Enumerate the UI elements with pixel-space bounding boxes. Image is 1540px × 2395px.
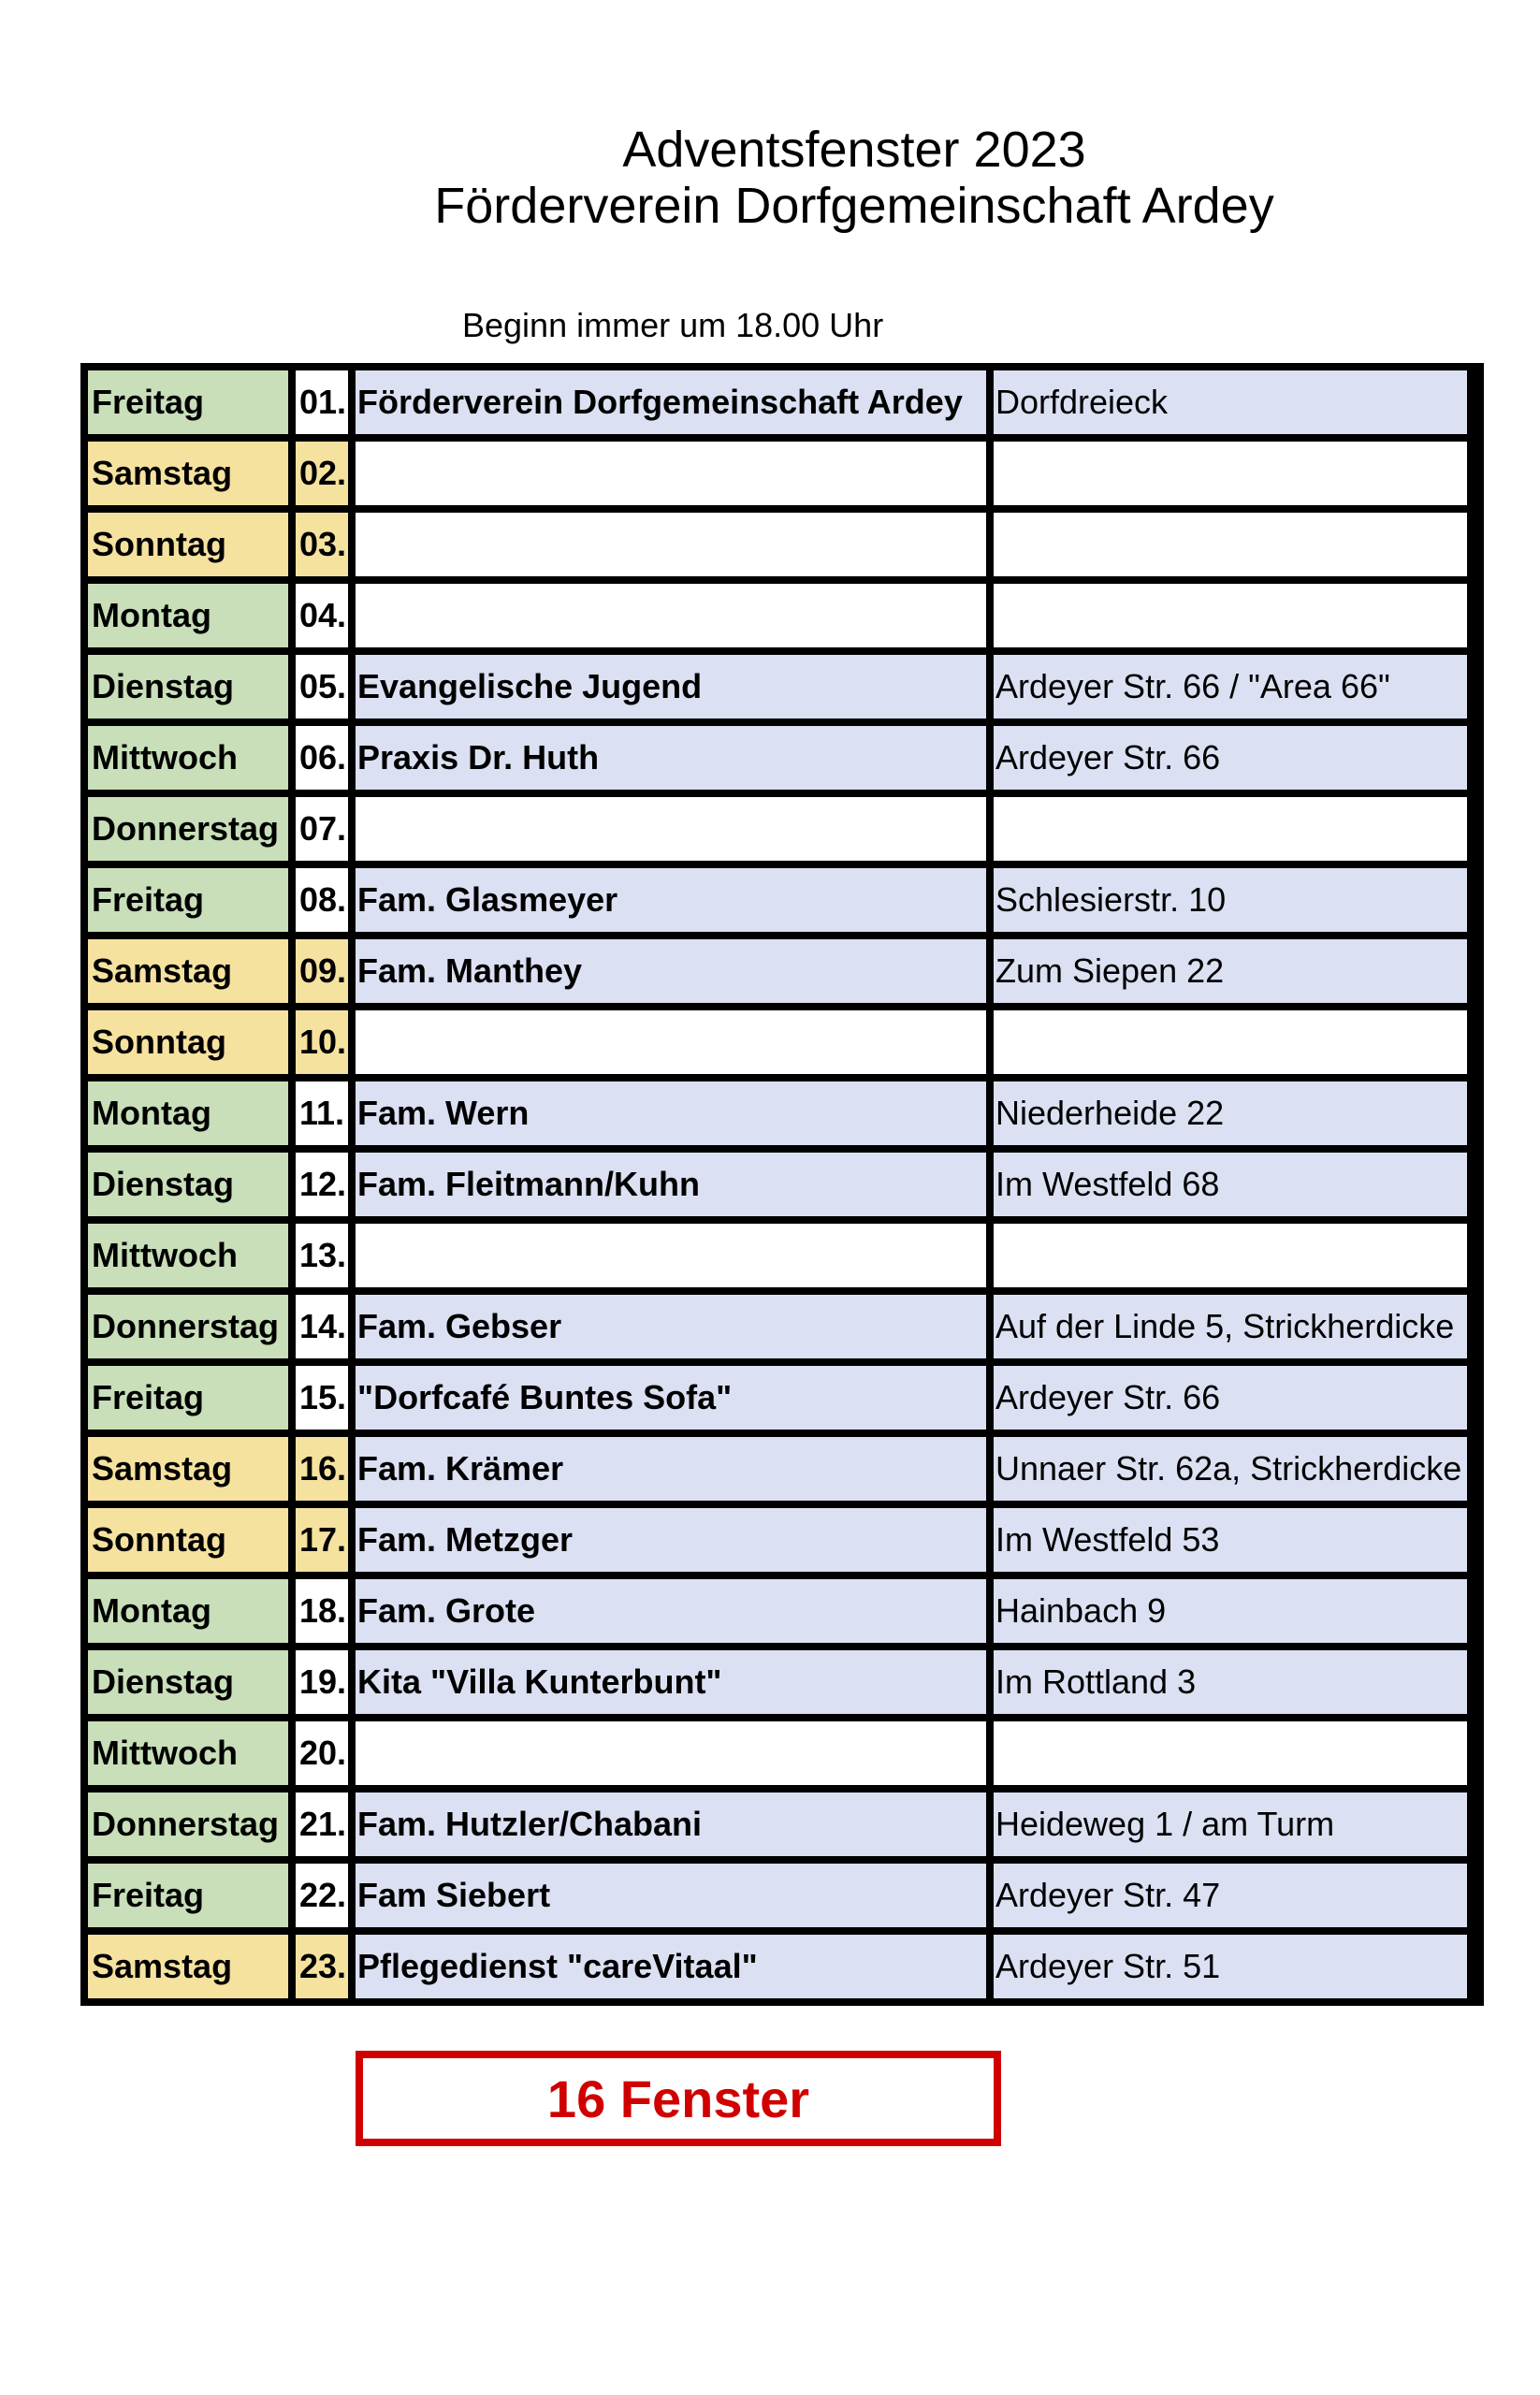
table-row	[88, 1153, 1476, 1216]
title-line-2: Förderverein Dorfgemeinschaft Ardey	[434, 178, 1274, 234]
location-cell: Auf der Linde 5, Strickherdicke	[994, 1295, 1467, 1358]
location-cell	[994, 1721, 1467, 1785]
location-cell: Ardeyer Str. 66 / "Area 66"	[994, 655, 1467, 718]
date-cell: 12.	[296, 1153, 348, 1216]
table-row	[88, 1650, 1476, 1714]
document-title	[0, 122, 1540, 234]
date-cell: 20.	[296, 1721, 348, 1785]
day-cell: Dienstag	[88, 1650, 288, 1714]
date-cell: 18.	[296, 1579, 348, 1643]
day-cell: Donnerstag	[88, 797, 288, 861]
table-row	[88, 1295, 1476, 1358]
table-row	[88, 513, 1476, 576]
date-cell: 10.	[296, 1010, 348, 1074]
location-cell: Im Westfeld 53	[994, 1508, 1467, 1572]
table-row	[88, 939, 1476, 1003]
location-cell: Niederheide 22	[994, 1081, 1467, 1145]
table-row	[88, 797, 1476, 861]
table-row	[88, 868, 1476, 932]
day-cell: Dienstag	[88, 655, 288, 718]
table-row	[88, 1224, 1476, 1287]
date-cell: 16.	[296, 1437, 348, 1501]
host-cell: Fam. Grote	[356, 1579, 986, 1643]
day-cell: Freitag	[88, 370, 288, 434]
location-cell: Ardeyer Str. 51	[994, 1935, 1467, 1998]
table-row	[88, 584, 1476, 647]
location-cell: Schlesierstr. 10	[994, 868, 1467, 932]
location-cell	[994, 513, 1467, 576]
date-cell: 11.	[296, 1081, 348, 1145]
host-cell: Kita "Villa Kunterbunt"	[356, 1650, 986, 1714]
host-cell: Praxis Dr. Huth	[356, 726, 986, 790]
host-cell: Fam. Manthey	[356, 939, 986, 1003]
date-cell: 02.	[296, 442, 348, 505]
start-time-note: Beginn immer um 18.00 Uhr	[462, 306, 884, 344]
location-cell: Ardeyer Str. 47	[994, 1864, 1467, 1927]
day-cell: Samstag	[88, 1437, 288, 1501]
day-cell: Sonntag	[88, 1508, 288, 1572]
day-cell: Donnerstag	[88, 1793, 288, 1856]
location-cell: Zum Siepen 22	[994, 939, 1467, 1003]
day-cell: Dienstag	[88, 1153, 288, 1216]
date-cell: 21.	[296, 1793, 348, 1856]
host-cell: Fam. Gebser	[356, 1295, 986, 1358]
date-cell: 17.	[296, 1508, 348, 1572]
date-cell: 09.	[296, 939, 348, 1003]
table-row	[88, 1081, 1476, 1145]
host-cell: Förderverein Dorfgemeinschaft Ardey	[356, 370, 986, 434]
date-cell: 01.	[296, 370, 348, 434]
table-row	[88, 1010, 1476, 1074]
table-row	[88, 1721, 1476, 1785]
location-cell	[994, 1224, 1467, 1287]
date-cell: 06.	[296, 726, 348, 790]
date-cell: 19.	[296, 1650, 348, 1714]
date-cell: 22.	[296, 1864, 348, 1927]
day-cell: Freitag	[88, 868, 288, 932]
host-cell: Fam. Glasmeyer	[356, 868, 986, 932]
host-cell: Fam Siebert	[356, 1864, 986, 1927]
location-cell: Im Westfeld 68	[994, 1153, 1467, 1216]
table-row	[88, 370, 1476, 434]
host-cell: Fam. Hutzler/Chabani	[356, 1793, 986, 1856]
host-cell: Fam. Fleitmann/Kuhn	[356, 1153, 986, 1216]
table-row	[88, 1508, 1476, 1572]
table-row	[88, 1793, 1476, 1856]
table-row	[88, 655, 1476, 718]
host-cell: Evangelische Jugend	[356, 655, 986, 718]
window-count-box: 16 Fenster	[356, 2051, 1001, 2146]
host-cell: Fam. Metzger	[356, 1508, 986, 1572]
date-cell: 04.	[296, 584, 348, 647]
table-row	[88, 442, 1476, 505]
location-cell: Im Rottland 3	[994, 1650, 1467, 1714]
date-cell: 03.	[296, 513, 348, 576]
title-line-1: Adventsfenster 2023	[622, 122, 1086, 178]
host-cell: Fam. Wern	[356, 1081, 986, 1145]
day-cell: Sonntag	[88, 513, 288, 576]
day-cell: Montag	[88, 1081, 288, 1145]
host-cell: Fam. Krämer	[356, 1437, 986, 1501]
day-cell: Mittwoch	[88, 726, 288, 790]
location-cell: Ardeyer Str. 66	[994, 1366, 1467, 1430]
table-row	[88, 1935, 1476, 1998]
day-cell: Montag	[88, 584, 288, 647]
date-cell: 13.	[296, 1224, 348, 1287]
date-cell: 15.	[296, 1366, 348, 1430]
day-cell: Sonntag	[88, 1010, 288, 1074]
date-cell: 23.	[296, 1935, 348, 1998]
host-cell	[356, 1010, 986, 1074]
day-cell: Donnerstag	[88, 1295, 288, 1358]
host-cell: Pflegedienst "careVitaal"	[356, 1935, 986, 1998]
host-cell: "Dorfcafé Buntes Sofa"	[356, 1366, 986, 1430]
advent-schedule-table	[80, 363, 1484, 2006]
location-cell	[994, 442, 1467, 505]
date-cell: 05.	[296, 655, 348, 718]
day-cell: Samstag	[88, 1935, 288, 1998]
host-cell	[356, 1721, 986, 1785]
host-cell	[356, 797, 986, 861]
table-row	[88, 726, 1476, 790]
location-cell	[994, 797, 1467, 861]
table-row	[88, 1579, 1476, 1643]
host-cell	[356, 442, 986, 505]
host-cell	[356, 1224, 986, 1287]
day-cell: Samstag	[88, 939, 288, 1003]
location-cell: Hainbach 9	[994, 1579, 1467, 1643]
location-cell: Dorfdreieck	[994, 370, 1467, 434]
host-cell	[356, 584, 986, 647]
host-cell	[356, 513, 986, 576]
location-cell	[994, 1010, 1467, 1074]
day-cell: Mittwoch	[88, 1224, 288, 1287]
location-cell	[994, 584, 1467, 647]
day-cell: Montag	[88, 1579, 288, 1643]
location-cell: Ardeyer Str. 66	[994, 726, 1467, 790]
table-row	[88, 1437, 1476, 1501]
date-cell: 08.	[296, 868, 348, 932]
table-row	[88, 1366, 1476, 1430]
location-cell: Unnaer Str. 62a, Strickherdicke	[994, 1437, 1467, 1501]
date-cell: 07.	[296, 797, 348, 861]
day-cell: Freitag	[88, 1864, 288, 1927]
date-cell: 14.	[296, 1295, 348, 1358]
location-cell: Heideweg 1 / am Turm	[994, 1793, 1467, 1856]
day-cell: Mittwoch	[88, 1721, 288, 1785]
table-row	[88, 1864, 1476, 1927]
day-cell: Freitag	[88, 1366, 288, 1430]
day-cell: Samstag	[88, 442, 288, 505]
